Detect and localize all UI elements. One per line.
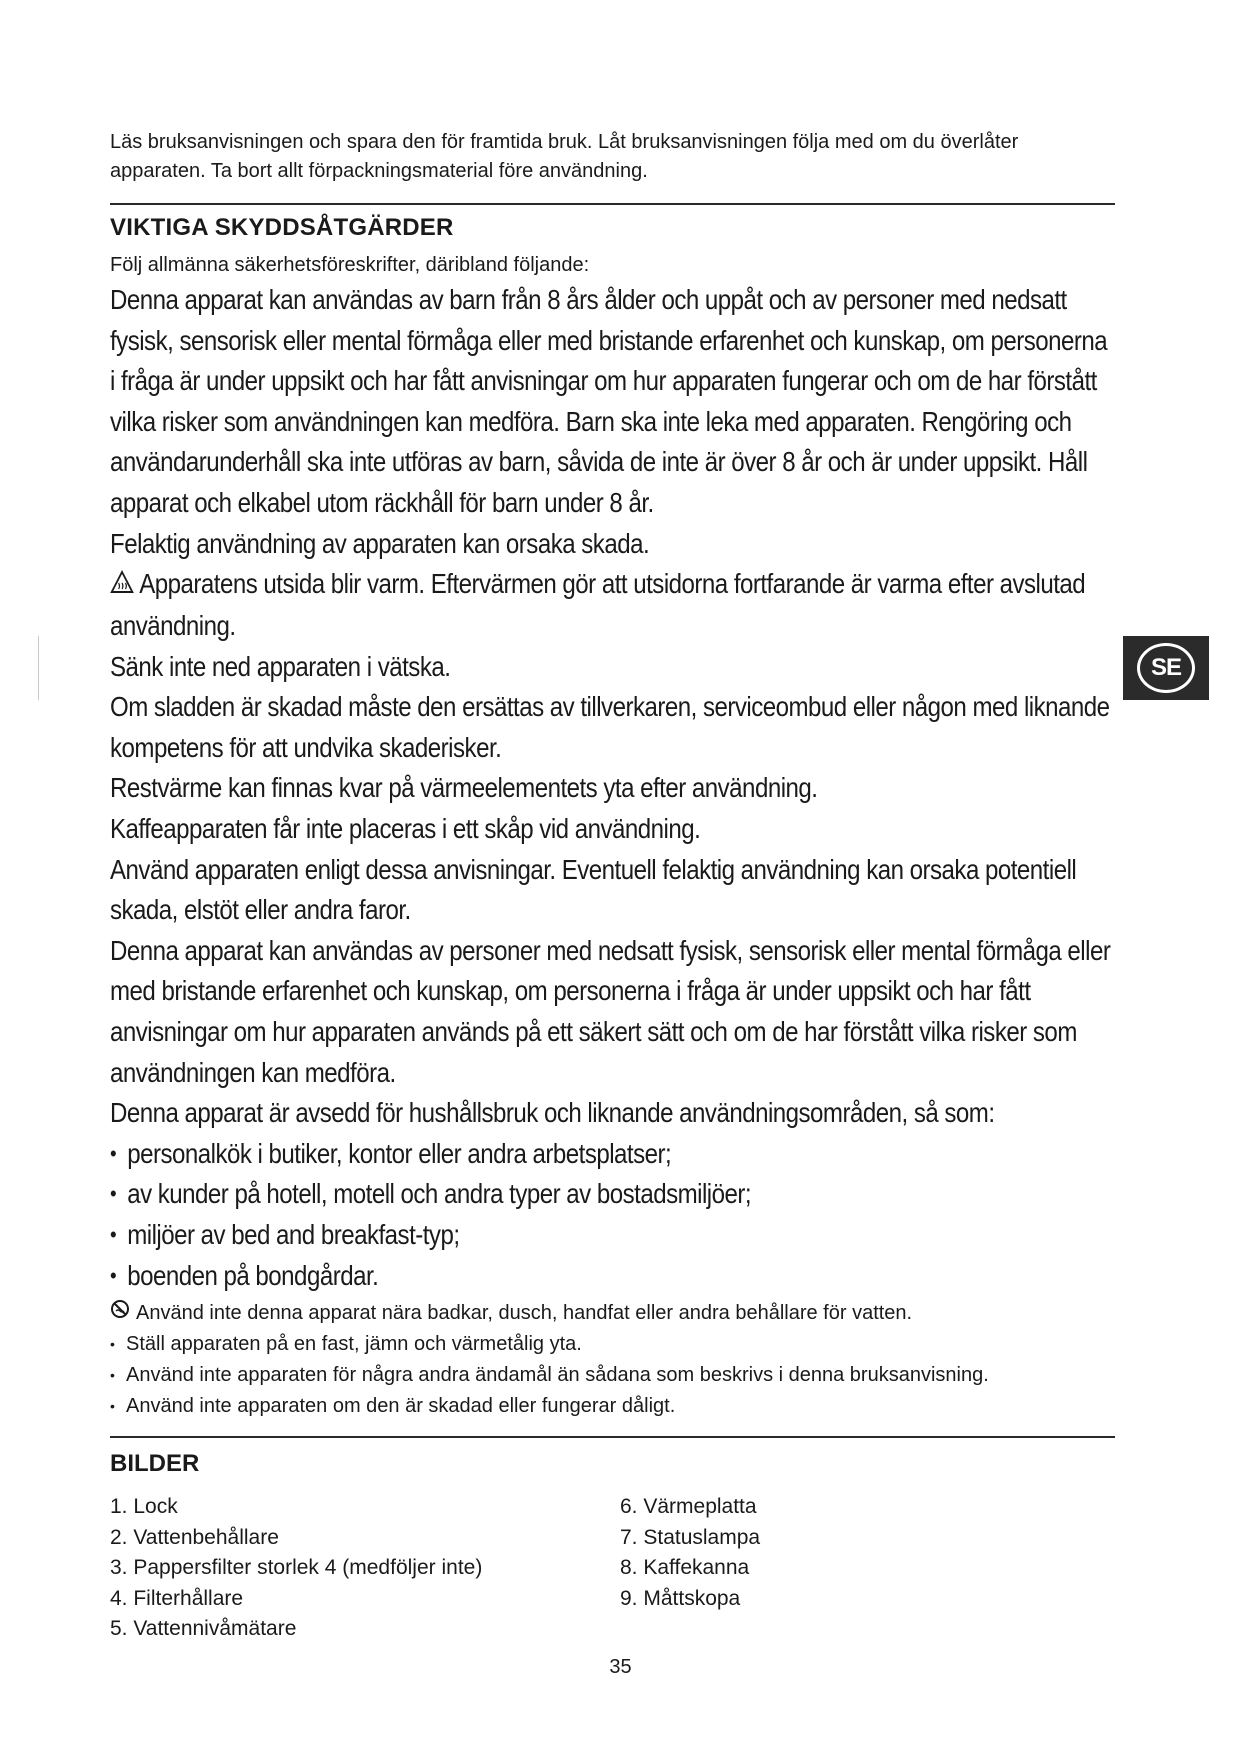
intro-line-1: Läs bruksanvisningen och spara den för framtida bruk. Låt bruksanvisningen följa med om du överlåter [110, 131, 1019, 153]
intro [110, 128, 1115, 186]
page-content [110, 128, 1115, 1642]
safety-para-5: Om sladden är skadad måste den ersättas av tillverkaren, serviceombud eller någon med liknande kompetens för att undvika skaderisker. [110, 691, 1110, 763]
small-list [110, 1329, 1115, 1422]
safety-instructions [110, 280, 1116, 1296]
safety-para-6: Restvärme kan finnas kvar på värmeelementets yta efter användning. [110, 772, 818, 804]
list-item: 4. Filterhållare [110, 1586, 244, 1610]
parts-list [110, 1492, 1115, 1642]
list-item: • av kunder på hotell, motell och andra typer av bostadsmiljöer; [110, 1174, 1116, 1215]
list-item: • Använd inte apparaten för några andra ändamål än sådana som beskrivs i denna bruksanvisning. [110, 1360, 1115, 1391]
hot-surface-warning-icon [110, 565, 134, 606]
divider-bilder [110, 1436, 1115, 1438]
note-water [110, 1298, 1115, 1329]
uses-list [110, 1134, 1116, 1296]
list-item: 1. Lock [110, 1495, 178, 1519]
list-item: 7. Statuslampa [620, 1525, 761, 1549]
list-item: • Ställ apparaten på en fast, jämn och värmetålig yta. [110, 1329, 1115, 1360]
small-instructions [110, 1298, 1115, 1422]
list-item: 3. Pappersfilter storlek 4 (medföljer inte) [110, 1556, 483, 1580]
language-badge [1123, 636, 1209, 700]
no-water-prohibition-icon [110, 1298, 130, 1329]
page-number: 35 [609, 1656, 632, 1678]
safety-para-2: Felaktig användning av apparaten kan orsaka skada. [110, 527, 650, 559]
list-item: • boenden på bondgårdar. [110, 1256, 1116, 1297]
safety-para-4: Sänk inte ned apparaten i vätska. [110, 650, 451, 682]
list-item: 5. Vattennivåmätare [110, 1617, 297, 1641]
list-item: • miljöer av bed and breakfast-typ; [110, 1215, 1116, 1256]
intro-line-2: apparaten. Ta bort allt förpackningsmaterial före användning. [110, 160, 648, 182]
safety-heading: VIKTIGA SKYDDSÅTGÄRDER [110, 214, 454, 241]
note-water-text: Använd inte denna apparat nära badkar, dusch, handfat eller andra behållare för vatten. [136, 1302, 913, 1325]
safety-para-3 [110, 564, 1116, 647]
safety-para-3-text: Apparatens utsida blir varm. Eftervärmen gör att utsidorna fortfarande är varma efter avslutad användning. [110, 568, 1086, 642]
parts-column-2 [620, 1492, 760, 1614]
divider-top [110, 203, 1115, 205]
list-item: 2. Vattenbehållare [110, 1525, 279, 1549]
list-item: 8. Kaffekanna [620, 1556, 750, 1580]
margin-mark [38, 636, 39, 700]
language-badge-label: SE [1137, 643, 1195, 693]
list-item: 9. Måttskopa [620, 1586, 741, 1610]
bilder-heading: BILDER [110, 1450, 200, 1478]
safety-para-9: Denna apparat kan användas av personer med nedsatt fysisk, sensorisk eller mental förmåga eller med bristande erfarenhet och kunskap, om personerna i fråga är under uppsikt och har fått anvisningar om hur apparaten används på ett säkert sätt och om de har förstått vilka risker som användningen kan medföra. [110, 934, 1111, 1088]
safety-para-7: Kaffeapparaten får inte placeras i ett skåp vid användning. [110, 813, 701, 845]
parts-column-1 [110, 1492, 482, 1645]
safety-para-1: Denna apparat kan användas av barn från 8 års ålder och uppåt och av personer med nedsatt fysisk, sensorisk eller mental förmåga eller med bristande erfarenhet och kunskap, om personerna i fråga är under uppsikt och har fått anvisningar om hur apparaten fungerar och om de har förstått vilka risker som användningen kan medföra. Barn ska inte leka med apparaten. Rengöring och användarunderhåll ska inte utföras av barn, såvida de inte är över 8 år och är under uppsikt. Håll apparat och elkabel utom räckhåll för barn under 8 år. [110, 284, 1108, 518]
list-item: 6. Värmeplatta [620, 1495, 757, 1519]
safety-para-10: Denna apparat är avsedd för hushållsbruk och liknande användningsområden, så som: [110, 1097, 995, 1129]
safety-para-8: Använd apparaten enligt dessa anvisningar. Eventuell felaktig användning kan orsaka potentiell skada, elstöt eller andra faror. [110, 853, 1077, 926]
list-item: • personalkök i butiker, kontor eller andra arbetsplatser; [110, 1134, 1116, 1175]
list-item: • Använd inte apparaten om den är skadad eller fungerar dåligt. [110, 1391, 1115, 1422]
safety-subheading: Följ allmänna säkerhetsföreskrifter, däribland följande: [110, 254, 590, 276]
